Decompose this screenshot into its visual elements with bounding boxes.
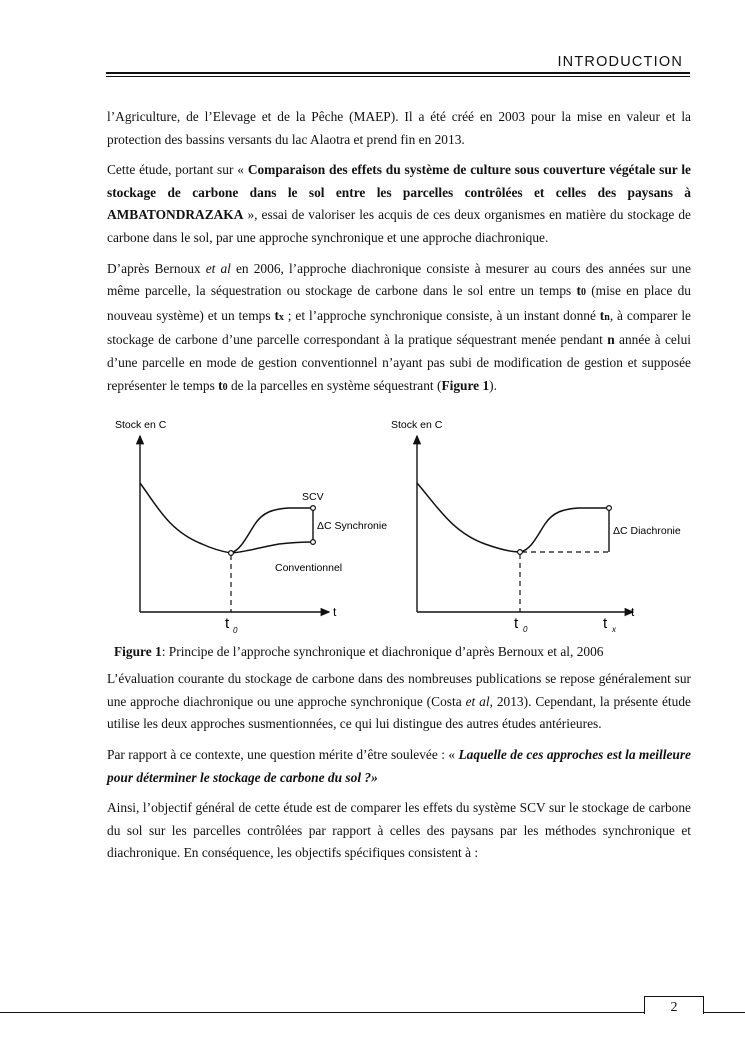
left-conv-point <box>311 540 316 545</box>
study-title: Comparaison des effets du système de culture sous couverture végétale sur le stockage de carbone dans le sol entre les parcelles contrôlées et celles des paysans à AMBATONDRAZAKA <box>107 162 691 223</box>
diachronic-panel <box>391 419 681 634</box>
left-y-axis-label: Stock en C <box>115 419 167 432</box>
header-rule <box>106 72 690 74</box>
left-x-axis-label: t <box>333 605 337 620</box>
right-t0-sub: 0 <box>523 625 528 635</box>
right-tx-point <box>607 506 612 511</box>
running-header-title: INTRODUCTION <box>557 54 683 70</box>
figure-reference: Figure 1 <box>441 377 490 393</box>
paragraph-6: Ainsi, l’objectif général de cette étude est de comparer les effets du système SCV sur le stockage de carbone du sol sur les parcelles contrôlées par rapport à celles des paysans par les méthodes synchronique et diachronique. En conséquence, les objectifs spécifiques consistent à : <box>107 800 691 861</box>
page-body <box>107 106 691 873</box>
page-number-box <box>644 996 704 1014</box>
paragraph-2: Cette étude, portant sur « Comparaison des effets du système de culture sous couverture végétale sur le stockage de carbone dans le sol entre les parcelles contrôlées et celles des paysans à AMBATONDRAZAKA », essai de valoriser les acquis de ces deux organismes en matière du stockage de carbone dans le sol, par une approche synchronique et une approche diachronique. <box>107 162 691 245</box>
right-tx-label: t <box>603 615 608 633</box>
scv-curve <box>231 508 313 553</box>
right-t0-label: t <box>514 615 519 633</box>
left-t0-sub: 0 <box>233 626 238 636</box>
page-number: 2 <box>670 1000 678 1015</box>
caption-text: : Principe de l’approche synchronique et diachronique d’après Bernoux et al, 2006 <box>161 644 604 660</box>
synchronie-label: ΔC Synchronie <box>317 520 388 533</box>
left-branch-point <box>229 551 234 556</box>
footer-rule <box>0 1012 745 1013</box>
right-y-axis-label: Stock en C <box>391 419 443 432</box>
figure-1 <box>107 406 691 642</box>
conventional-curve <box>140 483 313 553</box>
header-rule-thin <box>106 76 690 77</box>
figure-caption <box>114 642 691 662</box>
right-tx-sub: x <box>612 625 616 635</box>
figure-1-diagram <box>107 406 691 642</box>
paragraph-3: D’après Bernoux et al en 2006, l’approche diachronique consiste à mesurer au cours des années sur une même parcelle, la séquestration ou stockage de carbone dans le sol entre un temps t0 (mise en place du nouveau système) et un temps tx ; et l’approche synchronique consiste, à un instant donné tn, à comparer le stockage de carbone d’une parcelle correspondant à la pratique séquestrant menée pendant n année à celui d’une parcelle en mode de gestion conventionnel n’ayant pas subi de modification de gestion et supposée représenter le temps t0 de la parcelles en système séquestrant (Figure 1). <box>107 260 691 393</box>
left-t0-label: t <box>225 615 230 633</box>
left-scv-point <box>311 506 316 511</box>
paragraph-1: l’Agriculture, de l’Elevage et de la Pêche (MAEP). Il a été créé en 2003 pour la mise en valeur et la protection des bassins versants du lac Alaotra et prend fin en 2013. <box>107 109 691 147</box>
caption-label: Figure 1 <box>114 644 162 660</box>
right-x-axis-label: t <box>631 605 635 620</box>
research-question: Laquelle de ces approches est la meilleure pour déterminer le stockage de carbone du sol ?» <box>107 746 691 785</box>
scv-label: SCV <box>302 491 324 504</box>
synchronic-panel <box>115 419 387 635</box>
conventionnel-label: Conventionnel <box>275 562 343 575</box>
paragraph-4: L’évaluation courante du stockage de carbone dans des nombreuses publications se repose généralement sur une approche diachronique ou une approche synchronique (Costa et al, 2013). Cependant, la présente étude utilise les deux approches susmentionnées, ce qui lui distingue des autres études antérieures. <box>107 671 691 732</box>
diachronie-label: ΔC Diachronie <box>613 525 681 538</box>
paragraph-5: Par rapport à ce contexte, une question mérite d’être soulevée : « Laquelle de ces approches est la meilleure pour déterminer le stockage de carbone du sol ?» <box>107 746 691 785</box>
right-t0-point <box>518 550 523 555</box>
diachronic-curve <box>417 483 609 552</box>
